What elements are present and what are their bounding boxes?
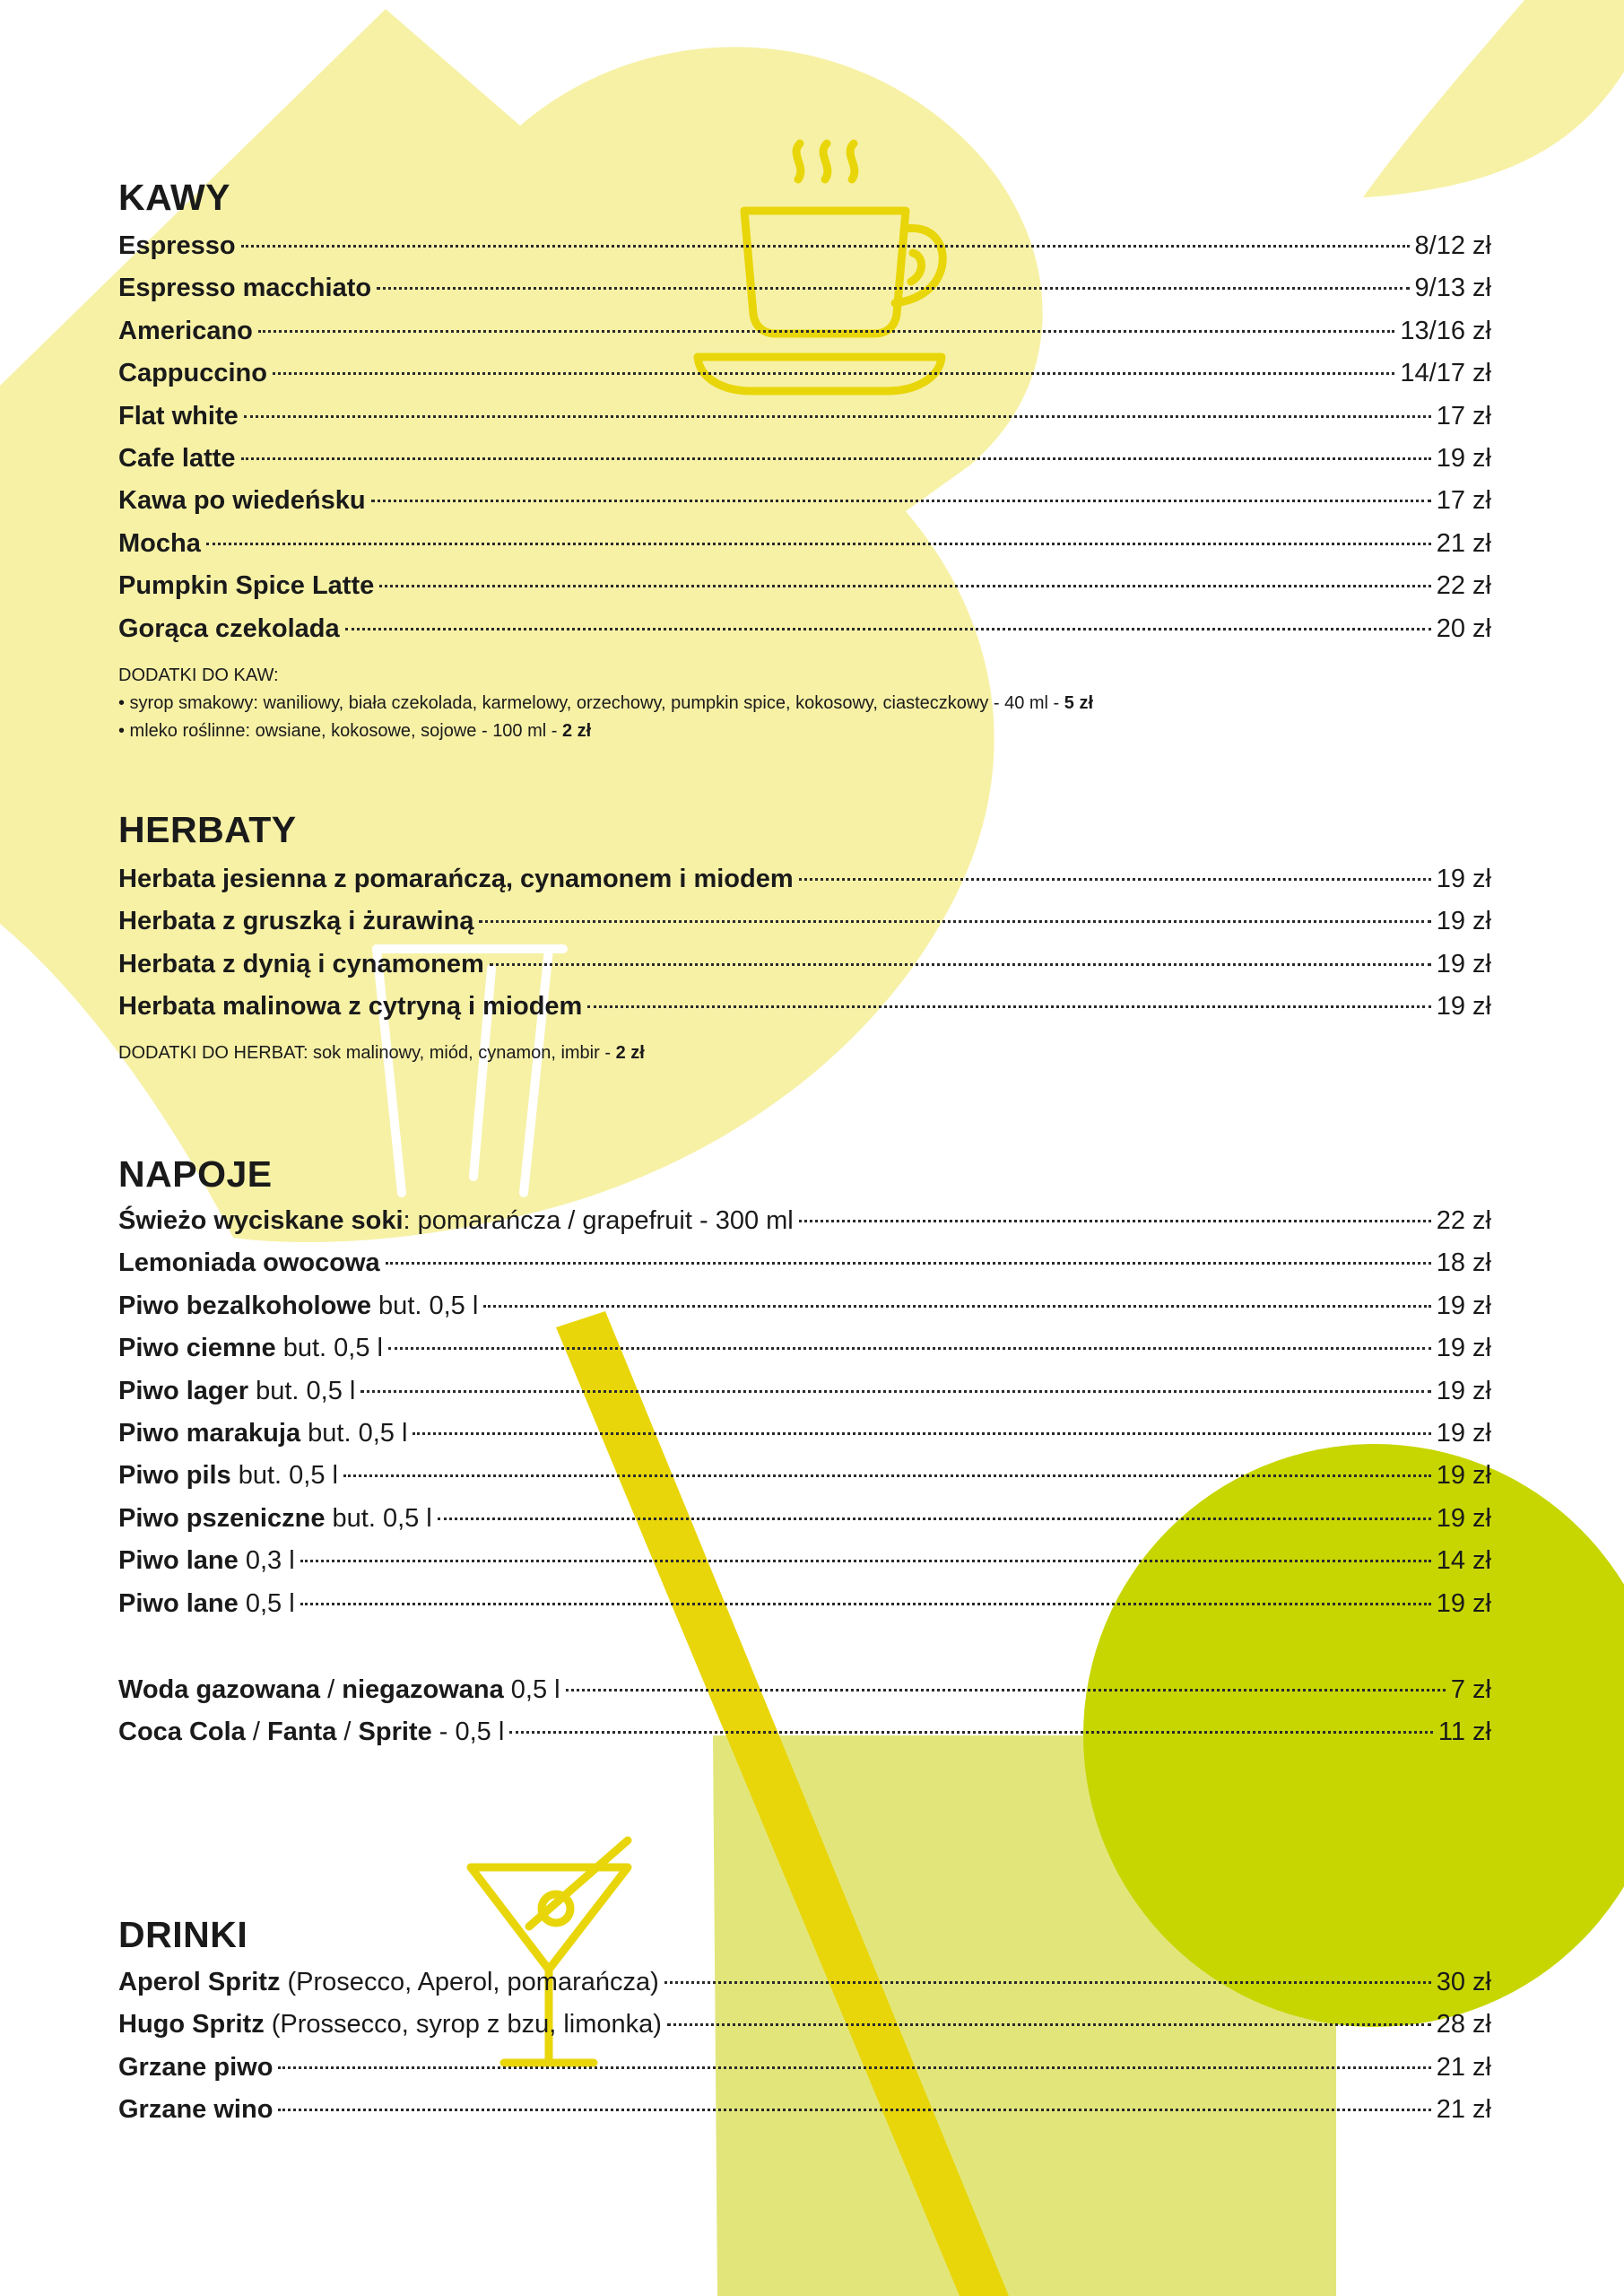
item-price: 19 zł: [1436, 1291, 1491, 1320]
item-title: Flat white: [118, 401, 239, 430]
soda-fanta: Fanta: [267, 1718, 337, 1746]
item-price: 22 zł: [1436, 571, 1491, 601]
section-title-napoje: NAPOJE: [118, 1153, 273, 1195]
item-price: 19 zł: [1436, 949, 1491, 978]
item-title: Pumpkin Spice Latte: [118, 571, 375, 601]
herbaty-addons-price: 2 zł: [615, 1043, 645, 1063]
item-name: [118, 523, 201, 564]
item-price: 13/16 zł: [1400, 316, 1491, 345]
menu-item: [118, 1200, 1491, 1241]
menu-item: [118, 565, 1491, 606]
item-detail: but. 0,5 l: [230, 1461, 338, 1491]
section-title-herbaty: HERBATY: [118, 809, 297, 850]
item-name: [118, 2004, 662, 2045]
item-name: [118, 438, 236, 479]
item-detail: : pomarańcza / grapefruit - 300 ml: [403, 1206, 794, 1235]
item-title: Americano: [118, 316, 253, 345]
menu-item: [118, 267, 1491, 309]
menu-item: [118, 1285, 1491, 1326]
menu-item: [118, 2047, 1491, 2088]
menu-item: [118, 480, 1491, 521]
soda-sprite: Sprite: [358, 1718, 432, 1746]
item-title: Świeżo wyciskane soki: [118, 1206, 404, 1235]
item-detail: 0,5 l: [238, 1588, 295, 1618]
menu-item: [118, 1455, 1491, 1496]
item-name: [118, 225, 236, 266]
dot-leader: [241, 245, 1410, 248]
section-title-drinki: DRINKI: [118, 1914, 248, 1955]
item-price: 17 zł: [1436, 401, 1491, 430]
dot-leader: [278, 2066, 1430, 2069]
menu-item: [118, 523, 1491, 564]
menu-item: [118, 2089, 1491, 2130]
dot-leader: [438, 1518, 1431, 1520]
item-name: [118, 1455, 338, 1496]
dot-leader: [664, 1981, 1431, 1984]
item-name: [118, 1285, 478, 1326]
item-name: [118, 565, 374, 606]
menu-item: [118, 438, 1491, 479]
item-title: Mocha: [118, 528, 201, 558]
item-title: Kawa po wiedeńsku: [118, 486, 366, 516]
menu-item: [118, 1498, 1491, 1539]
item-price: 19 zł: [1436, 865, 1491, 893]
kawy-addons-line-1: • syrop smakowy: waniliowy, biała czekolada, karmelowy, orzechowy, pumpkin spice, kokosowy, ciasteczkowy - 40 ml -: [118, 693, 1064, 713]
dot-leader: [241, 457, 1431, 460]
dot-leader: [343, 1474, 1431, 1477]
dot-leader: [799, 878, 1431, 881]
dot-leader: [483, 1305, 1430, 1308]
dot-leader: [360, 1390, 1430, 1393]
item-price: 19 zł: [1436, 1588, 1491, 1618]
separator: /: [320, 1675, 343, 1704]
item-name: [118, 944, 484, 985]
menu-item: [118, 608, 1491, 649]
item-price: 19 zł: [1436, 1419, 1491, 1448]
menu-item: [118, 1413, 1491, 1454]
item-price: 18 zł: [1436, 1248, 1491, 1278]
dot-leader: [273, 372, 1394, 375]
item-price: 20 zł: [1436, 613, 1491, 643]
water-still: niegazowana: [342, 1675, 504, 1704]
item-name: [118, 396, 239, 437]
item-name: [118, 900, 473, 942]
menu-item: [118, 396, 1491, 437]
menu-item-soda: [118, 1711, 1491, 1752]
item-title: Piwo lane: [118, 1546, 239, 1576]
item-price: 9/13 zł: [1414, 274, 1491, 303]
item-price: 17 zł: [1436, 486, 1491, 516]
item-title: Piwo bezalkoholowe: [118, 1291, 371, 1320]
item-name: [118, 1242, 380, 1283]
dot-leader: [300, 1560, 1431, 1562]
menu-item: [118, 352, 1491, 394]
item-name: [118, 2089, 273, 2130]
item-title: Piwo lager: [118, 1376, 249, 1405]
item-name: [118, 1583, 295, 1624]
item-price: 19 zł: [1436, 907, 1491, 936]
menu-item-water: [118, 1669, 1491, 1710]
item-title: Espresso macchiato: [118, 274, 372, 303]
dot-leader: [587, 1005, 1430, 1008]
section-title-kawy: KAWY: [118, 177, 230, 218]
menu-item: [118, 1327, 1491, 1369]
item-name: [118, 480, 366, 521]
item-price: 22 zł: [1436, 1206, 1491, 1235]
item-name: [118, 267, 371, 309]
item-name: [118, 1669, 560, 1710]
menu-item: [118, 1242, 1491, 1283]
menu-item: [118, 225, 1491, 266]
item-title: Piwo lane: [118, 1588, 239, 1618]
item-price: 14 zł: [1436, 1546, 1491, 1576]
item-title: Lemoniada owocowa: [118, 1248, 380, 1278]
item-price: 14/17 zł: [1400, 359, 1491, 388]
item-name: [118, 1200, 794, 1241]
item-title: Cappuccino: [118, 359, 267, 388]
item-detail: - 0,5 l: [431, 1718, 505, 1746]
item-price: 19 zł: [1436, 1461, 1491, 1491]
item-price: 30 zł: [1436, 1968, 1491, 1996]
item-detail: but. 0,5 l: [371, 1291, 479, 1320]
dot-leader: [345, 628, 1431, 631]
item-price: 21 zł: [1436, 2095, 1491, 2125]
menu-item: [118, 900, 1491, 942]
item-title: Piwo marakuja: [118, 1419, 301, 1448]
herbaty-addons-text: DODATKI DO HERBAT: sok malinowy, miód, cynamon, imbir -: [118, 1043, 616, 1063]
dot-leader: [413, 1432, 1430, 1435]
item-title: Cafe latte: [118, 444, 236, 473]
item-name: [118, 1413, 407, 1454]
item-name: [118, 1370, 355, 1412]
item-name: [118, 1711, 504, 1752]
item-detail: 0,3 l: [238, 1546, 295, 1576]
herbaty-addons-note: [118, 1039, 645, 1067]
item-title: Grzane piwo: [118, 2052, 274, 2082]
item-price: 19 zł: [1436, 1376, 1491, 1405]
dot-leader: [799, 1220, 1431, 1222]
item-detail: (Prosecco, Aperol, pomarańcza): [280, 1968, 659, 1996]
menu-item: [118, 1540, 1491, 1581]
separator: /: [336, 1718, 359, 1746]
item-title: Hugo Spritz: [118, 2010, 265, 2039]
dot-leader: [278, 2109, 1430, 2111]
separator: /: [245, 1718, 267, 1746]
item-name: [118, 986, 582, 1027]
item-price: 19 zł: [1436, 1503, 1491, 1533]
item-name: [118, 1961, 659, 2003]
item-title: Herbata z dynią i cynamonem: [118, 949, 484, 978]
item-price: 19 zł: [1436, 1334, 1491, 1363]
dot-leader: [490, 963, 1431, 966]
item-detail: but. 0,5 l: [248, 1376, 356, 1405]
item-title: Herbata z gruszką i żurawiną: [118, 907, 474, 936]
menu-item: [118, 986, 1491, 1027]
kawy-addons-line-1-price: 5 zł: [1064, 693, 1094, 713]
kawy-addons-line-2: • mleko roślinne: owsiane, kokosowe, sojowe - 100 ml -: [118, 721, 562, 741]
dot-leader: [244, 415, 1431, 418]
item-detail: 0,5 l: [503, 1675, 560, 1704]
kawy-addons-note: [118, 662, 1093, 745]
item-name: [118, 1327, 383, 1369]
menu-item: [118, 310, 1491, 352]
item-price: 19 zł: [1436, 992, 1491, 1022]
item-detail: but. 0,5 l: [325, 1503, 432, 1533]
item-name: [118, 2047, 273, 2088]
item-title: Piwo ciemne: [118, 1334, 276, 1363]
item-name: [118, 858, 794, 900]
item-detail: (Prossecco, syrop z bzu, limonka): [264, 2010, 662, 2039]
item-name: [118, 310, 253, 352]
item-name: [118, 352, 267, 394]
dot-leader: [206, 543, 1431, 545]
dot-leader: [667, 2023, 1431, 2026]
kawy-addons-heading: DODATKI DO KAW:: [118, 665, 279, 685]
dot-leader: [566, 1689, 1446, 1692]
item-price: 8/12 zł: [1414, 231, 1491, 260]
dot-leader: [386, 1262, 1431, 1265]
item-price: 19 zł: [1436, 444, 1491, 473]
item-price: 11 zł: [1437, 1718, 1491, 1746]
item-title: Aperol Spritz: [118, 1968, 281, 1996]
menu-item: [118, 2004, 1491, 2045]
item-title: Piwo pszeniczne: [118, 1503, 326, 1533]
dot-leader: [388, 1347, 1431, 1350]
item-price: 28 zł: [1436, 2010, 1491, 2039]
item-name: [118, 1540, 295, 1581]
kawy-addons-line-2-price: 2 zł: [562, 721, 592, 741]
menu-item: [118, 1961, 1491, 2003]
menu-item: [118, 858, 1491, 900]
item-title: Grzane wino: [118, 2095, 274, 2125]
item-detail: but. 0,5 l: [275, 1334, 383, 1363]
menu-item: [118, 1370, 1491, 1412]
menu-item: [118, 944, 1491, 985]
item-price: 7 zł: [1450, 1675, 1491, 1704]
item-title: Gorąca czekolada: [118, 613, 340, 643]
item-title: Espresso: [118, 231, 236, 260]
item-price: 21 zł: [1436, 2052, 1491, 2082]
item-title: Herbata jesienna z pomarańczą, cynamonem i miodem: [118, 865, 794, 893]
item-name: [118, 608, 340, 649]
dot-leader: [371, 500, 1431, 502]
water-sparkling: Woda gazowana: [118, 1675, 321, 1704]
dot-leader: [509, 1731, 1433, 1734]
dot-leader: [258, 330, 1395, 333]
dot-leader: [479, 920, 1430, 923]
soda-coca-cola: Coca Cola: [118, 1718, 246, 1746]
item-price: 21 zł: [1436, 528, 1491, 558]
item-title: Herbata malinowa z cytryną i miodem: [118, 992, 583, 1022]
item-title: Piwo pils: [118, 1461, 231, 1491]
dot-leader: [300, 1603, 1431, 1605]
dot-leader: [377, 287, 1409, 290]
menu-item: [118, 1583, 1491, 1624]
item-name: [118, 1498, 432, 1539]
dot-leader: [379, 585, 1431, 587]
item-detail: but. 0,5 l: [300, 1419, 408, 1448]
